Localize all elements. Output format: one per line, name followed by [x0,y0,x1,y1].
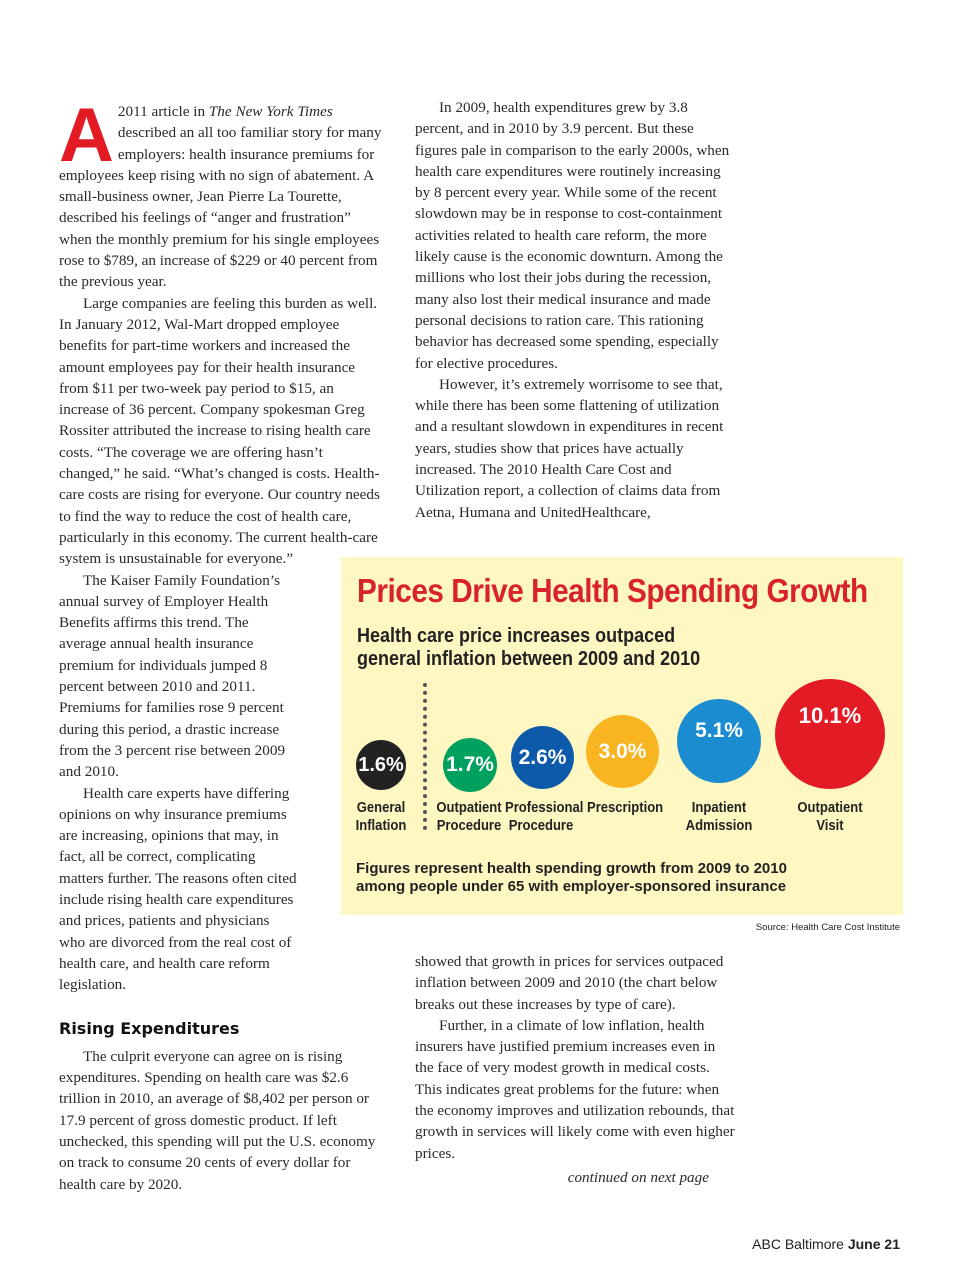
right-column-top [415,97,737,523]
bubble-outpatient-procedure: 1.7% [443,738,497,792]
label-prescription: Prescription [587,800,664,816]
page-footer [700,1236,900,1252]
right-column-bottom [415,951,737,1188]
paragraph-prices-increased: However, it’s extremely worrisome to see that, while there has been some flattening of utilization and a resultant slowdown in expenditures in recent years, studies show that prices have actually increased. The 2010 Health Care Cost and Utilization report, a collection of claims data from Aetna, Humana and UnitedHealthcare, [415,375,724,521]
paragraph-insurers: Further, in a climate of low inflation, health insurers have justified premium increases even in the face of very modest growth in medical costs. This indicates great problems for the future: when the economy improves and utilization rebounds, that growth in services will likely come with even higher prices. [415,1016,735,1162]
infographic-note: Figures represent health spending growth from 2009 to 2010 among people under 65 with employer-sponsored insurance [356,860,787,895]
dotted-separator [423,683,427,830]
label-outpatient-procedure: Outpatient Procedure [436,800,502,834]
paragraph-expenditure-growth: In 2009, health expenditures grew by 3.8 percent, and in 2010 by 3.9 percent. But these figures pale in comparison to the early 2000s, when health care expenditures were routinely increasing by 8 percent every year. While some of the recent slowdown may be in response to cost-containment activities related to health care reform, the more likely cause is the economic downturn. Among the millions who lost their jobs during the recession, many also lost their medical insurance and made personal decisions to ration care. This rationing behavior has decreased some spending, especially for elective procedures. [415,99,730,372]
label-professional-procedure: Professional Procedure [505,800,584,834]
page-number: 21 [884,1236,900,1252]
paragraph-price-growth: showed that growth in prices for services outpaced inflation between 2009 and 2010 (the chart below breaks out these increases by type of care). [415,953,724,1013]
price-growth-infographic [341,557,903,915]
bubble-general-inflation: 1.6% [356,740,406,790]
left-column [59,93,385,1195]
paragraph-kaiser: The Kaiser Family Foundation’s annual survey of Employer Health Benefits affirms this trend. The average annual health insurance premium for individuals jumped 8 percent between 2010 and 2011. Premiums for families rose 9 percent during this period, a drastic increase from the 3 percent rise between 2009 and 2010. [59,571,286,781]
bubble-professional-procedure: 2.6% [511,726,574,789]
infographic-source: Source: Health Care Cost Institute [755,922,900,933]
infographic-subtitle: Health care price increases outpaced general inflation between 2009 and 2010 [357,625,701,670]
continued-note: continued on next page [567,1168,709,1186]
drop-cap: A [59,93,114,178]
publication-name: ABC Baltimore [752,1236,844,1252]
bubble-prescription: 3.0% [586,715,659,788]
paragraph-experts: Health care experts have differing opinions on why insurance premiums are increasing, opinions that may, in fact, all be correct, complicating matters further. The reasons often cited include rising health care expenditures and prices, patients and physicians who are divorced from the real cost of health care, and health care reform legislation. [59,784,297,994]
bubble-outpatient-visit: 10.1% [775,679,885,789]
label-outpatient-visit: Outpatient Visit [797,800,863,834]
intro-text-b: described an all too familiar story for many employers: health insurance premiums for employees keep rising with no sign of abatement. A small-business owner, Jean Pierre La Tourette, described his feelings of “anger and frustration” when the monthly premium for his single employees rose to $789, an increase of $229 or 40 percent from the previous year. [59,124,382,291]
paragraph-intro [59,93,385,293]
infographic-title: Prices Drive Health Spending Growth [357,572,868,609]
label-inpatient-admission: Inpatient Admission [685,800,753,834]
paragraph-rising-expenditures: The culprit everyone can agree on is rising expenditures. Spending on health care was $2.6 trillion in 2010, an average of $8,402 per person or 17.9 percent of gross domestic product. If left unchecked, this spending will put the U.S. economy on track to consume 20 cents of every dollar for health care by 2020. [59,1047,376,1193]
paragraph-walmart: Large companies are feeling this burden as well. In January 2012, Wal-Mart dropped employee benefits for part-time workers and increased the amount employees pay for their health insurance from $11 per two-week pay period to $15, an increase of 36 percent. Company spokesman Greg Rossiter attributed the increase to rising health care costs. “The coverage we are offering hasn’t changed,” he said. “What’s changed is costs. Health-care costs are rising for everyone. Our country needs to find the way to reduce the cost of health care, particularly in this economy. The current health-care system is unsustainable for everyone.” [59,294,380,568]
subheading-rising-expenditures: Rising Expenditures [59,1019,240,1039]
intro-text-a: 2011 article in [117,103,209,120]
issue-month: June [847,1236,881,1252]
newspaper-title: The New York Times [208,103,333,120]
label-general-inflation: General Inflation [355,800,407,834]
bubble-inpatient-admission: 5.1% [677,699,761,783]
